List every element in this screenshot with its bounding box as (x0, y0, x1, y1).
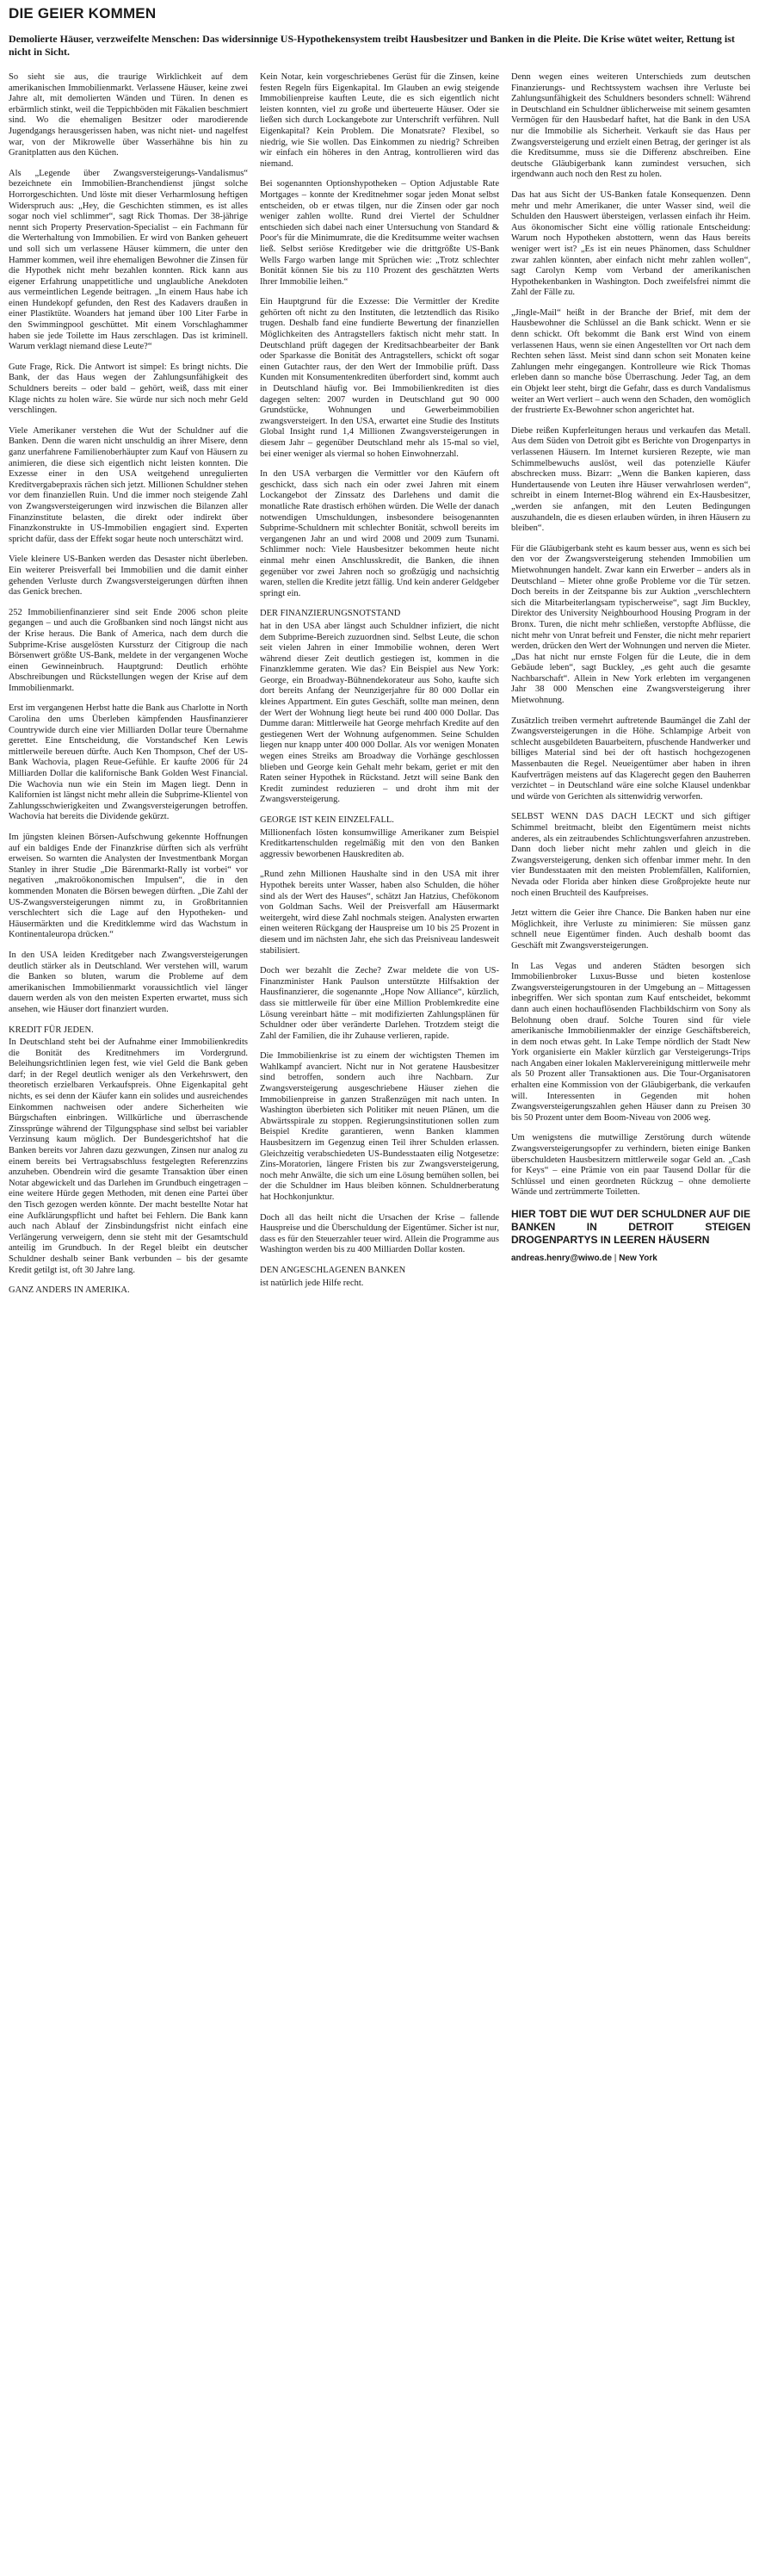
section-subhead: GANZ ANDERS IN AMERIKA. (9, 1285, 130, 1296)
pull-quote-box: HIER TOBT DIE WUT DER SCHULDNER AUF DIE BANKEN IN DETROIT STEIGEN DROGENPARTYS IN LEEREN HÄUSERN (511, 1208, 750, 1246)
paragraph: Erst im vergangenen Herbst hatte die Bank aus Charlotte in North Carolina den ums Überleben kämpfenden Hausfinanzierer Countrywide durch eine vier Milliarden Dollar teure Übernahme gerettet. Eine Entscheidung, die Vorstandschef Ken Lewis mittlerweile bereuen dürfte. Auch Ken Thompson, Chef der US-Bank Wachovia, plagen Reue-Gefühle. Er kaufte 2006 für 24 Milliarden Dollar die kalifornische Bank Golden West Financial. Die Wachovia nun wie ein Stein im Magen liegt. Denn in Kalifornien ist längst nicht mehr allein die Subprime-Klientel von Zahlungsschwierigkeiten und Zwangsversteigerungen betroffen. Wachovia hat bereits die Dividende gekürzt. (9, 703, 248, 822)
paragraph: Doch all das heilt nicht die Ursachen der Krise – fallende Hauspreise und die Überschuldung der Eigentümer. Sicher ist nur, dass es für den Steuerzahler teuer wird. Allein die Programme aus Washington werden bis zu 400 Milliarden Dollar kosten. (260, 1212, 499, 1255)
paragraph: Um wenigstens die mutwillige Zerstörung durch wütende Zwangsversteigerungsopfer zu verhindern, bieten einige Banken überschuldeten Hausbesitzern mittlerweile sogar Geld an. „Cash for Keys“ – eine Prämie von ein paar Tausend Dollar für die Schlüssel und einen geordneten Rückzug – ohne demolierte Wände und zertrümmerte Toiletten. (511, 1133, 750, 1198)
paragraph: Die Immobilienkrise ist zu einem der wichtigsten Themen im Wahlkampf avanciert. Nicht nur in Not geratene Hausbesitzer sind betroffen, sondern auch ihre Nachbarn. Zur Zwangsversteigerung ausgeschriebene Häuser ziehen die Immobilienpreise in ganzen Straßenzügen mit nach unten. In Washington überbieten sich Politiker mit neuen Plänen, um die Abwärtsspirale zu stoppen. Regierungsinstitutionen sollen zum Beispiel Kredite garantieren, wenn Banken klammen Hausbesitzern im Gegenzug einen Teil ihrer Schulden erlassen. Gleichzeitig verabschiedeten US-Bundesstaaten eilig Notgesetze: Zins-Moratorien, längere Fristen bis zur Zwangsversteigerung, noch mehr Anwälte, die sich um eine Lösung bemühen sollen, bei der die Schuldner im Haus bleiben können. Schuldnerberatung hat Hochkonjunktur. (260, 1051, 499, 1202)
separator: | (614, 1254, 620, 1263)
paragraph: In Las Vegas und anderen Städten besorgen sich Immobilienbroker Luxus-Busse und bieten kostenlose Zwangsversteigerungstouren in der Umgebung an – Mittagessen inbegriffen. Wer sich spontan zum Kauf entscheidet, bekommt dann auch einen hochauflösenden Flachbildschirm von Sony als Belohnung oben drauf. Solche Touren sind für viele amerikanische Immobilienmakler der einzige Geschäftsbereich, in dem noch etwas geht. In Lake Tempe nördlich der Stadt New York organisierte ein Makler kürzlich gar Versteigerungs-Trips nach Angaben einer lokalen Maklervereinigung mittlerweile mehr als 50 Prozent aller Transaktionen aus. Die Tour-Organisatoren erhalten eine Kommission von der Gläubigerbank, die verkaufen will. Interessenten in Gegenden mit hohen Zwangsversteigerungszahlen gehen Häuser dann zu Preisen 30 bis 50 Prozent unter dem Boom-Niveau von 2006 weg. (511, 961, 750, 1123)
article-headline: DIE GEIER KOMMEN (9, 5, 157, 22)
paragraph: Gute Frage, Rick. Die Antwort ist simpel: Es bringt nichts. Die Bank, der das Haus wegen der Zahlungsunfähigkeit des Schuldners bereits – oder bald – gehört, weiß, dass mit einer Klage nichts zu holen wäre. Sie würde nur sich noch mehr Geld verschlingen. (9, 362, 248, 416)
paragraph: „Rund zehn Millionen Haushalte sind in den USA mit ihrer Hypothek bereits unter Wasser, haben also Schulden, die höher sind als der Wert des Hauses“, schätzt Jan Hatzius, Chefökonom von Goldman Sachs. Weil der Preisverfall am Häusermarkt weitergeht, wird diese Zahl nochmals steigen. Analysten erwarten einen weiteren Rückgang der Hauspreise um 10 bis 25 Prozent in diesem und im nächsten Jahr, ehe sich das Preisniveau landesweit stabilisiert. (260, 870, 499, 956)
author-email[interactable]: andreas.henry@wiwo.de (511, 1254, 613, 1263)
paragraph: Kein Notar, kein vorgeschriebenes Gerüst für die Zinsen, keine festen Regeln fürs Eigenkapital. Im Glauben an ewig steigende Immobilienpreise kauften Leute, die es sich eigentlich nicht leisten konnten, viel zu große und überteuerte Häuser. Oder sie ließen sich durch Lockangebote zur Unterschrift verführen. Null Eigenkapital? Kein Problem. Die Monatsrate? Flexibel, so niedrig, wie Sie wollen. Das Einkommen zu niedrig? Schreiben wir einfach ein höheres in den Antrag, kontrollieren wird das niemand. (260, 72, 499, 169)
column-3 (511, 72, 750, 1265)
paragraph: Jetzt wittern die Geier ihre Chance. Die Banken haben nur eine Möglichkeit, ihre Verluste zu minimieren: Sie müssen ganz schnell neue Eigentümer finden. Auch deshalb boomt das Geschäft mit Zwangsversteigerungen. (511, 908, 750, 951)
paragraph: SELBST WENN DAS DACH LECKT und sich giftiger Schimmel breitmacht, bleibt den Eigentümern meist nichts anderes, als ein zeitraubendes Schlichtungsverfahren anzustreben. Dann doch lieber nicht mehr zahlen und gleich in die Zwangsversteigerung, denken sich offenbar immer mehr. In den vier Bundesstaaten mit den meisten Problemfällen, Kalifornien, Nevada oder Florida aber hinken diese Großprojekte heute nur noch einen Bruchteil des Kaufpreises. (511, 812, 750, 898)
paragraph: Im jüngsten kleinen Börsen-Aufschwung gekennte Hoffnungen auf ein baldiges Ende der Finanzkrise dürften sich als verfrüht erweisen. So warnten die Analysten der Investmentbank Morgan Stanley in ihrer Studie „Die Bärenmarkt-Rally ist vorbei“ vor negativen „makroökonomischen Impulsen“, die in den kommenden Monaten die Börsen bewegen dürften. „Die Zahl der US-Zwangsversteigerungen nimmt zu, in Großbritannien verschlechtert sich die Lage auf den Hypotheken- und Häusermärkten und die Kreditklemme wird das Wachstum in Kontinentaleuropa drücken.“ (9, 833, 248, 940)
paragraph: Zusätzlich treiben vermehrt auftretende Baumängel die Zahl der Zwangsversteigerungen in die Höhe. Schlampige Arbeit von schlecht ausgebildeten Bauarbeitern, pfuschende Handwerker und billiges Material sind bei der oft hastisch hochgezogenen Massenbauten die Regel. Neueigentümer aber haben in ihren Kaufverträgen meistens auf das Klagerecht gegen den Bauherren verzichtet – in Deutschland wäre eine solche Klausel undenkbar und würde von Gerichten als sittenwidrig verworfen. (511, 715, 750, 802)
column-2 (260, 72, 499, 1298)
paragraph: Das hat aus Sicht der US-Banken fatale Konsequenzen. Denn mehr und mehr Amerikaner, die unter Wasser sind, weil die Schulden den Hauswert übersteigen, verlassen einfach ihr Heim. Aus ökonomischer Sicht eine völlig rationale Entscheidung: Warum noch Hypotheken abstottern, wenn das Haus bereits weniger wert ist? „Es ist ein neues Phänomen, dass Schuldner zwar zahlen könnten, aber einfach nicht mehr zahlen wollen“, sagt Carolyn Kemp vom Verband der amerikanischen Hypothekenbanken in Washington. Doch zweifelsfrei nimmt die Zahl der Fälle zu. (511, 189, 750, 298)
paragraph: So sieht sie aus, die traurige Wirklichkeit auf dem amerikanischen Immobilienmarkt. Verlassene Häuser, keine zwei Jahre alt, mit demolierten Wänden und Türen. In denen es erbärmlich stinkt, weil die Teppichböden mit Fäkalien beschmiert sind. Wo die ehemaligen Besitzer oder marodierende Jugendgangs herausgerissen haben, was nicht niet- und nagelfest war, von der Mikrowelle über Wasserhähne bis hin zu Granitplatten aus den Küchen. (9, 72, 248, 158)
paragraph: Denn wegen eines weiteren Unterschieds zum deutschen Finanzierungs- und Rechtssystem wachsen ihre Verluste bei Zahlungsunfähigkeit des Schuldners besonders schnell: Während in Deutschland ein Schuldner üblicherweise mit seinem gesamten Vermögen für den Hausbedarf haftet, hat die Bank in den USA nur die Immobilie als Sicherheit. Verkauft sie das Haus per Zwangsversteigerung und erzielt einen Betrag, der geringer ist als die Kreditsumme, muss sie die Differenz abschreiben. Eine deutsche Gläubigerbank kann zumindest versuchen, sich irgendwann auch noch den Rest zu holen. (511, 72, 750, 180)
paragraph: In den USA verbargen die Vermittler vor den Käufern oft geschickt, dass sich nach ein oder zwei Jahren mit einem Lockangebot der Zinssatz des Darlehens und damit die monatliche Rate drastisch erhöhen würden. Die Welle der danach notwendigen Umschuldungen, insbesondere beisogenannten Subprime-Schuldnern mit schlechter Bonität, schwoll bereits im vergangenen Jahr an und wird 2008 und 2009 zum Tsunami. Schlimmer noch: Viele Hausbesitzer bekommen heute nicht einmal mehr einen Anschlusskredit, die Banken, die ihnen gegenüber vor zwei Jahren noch so großzügig und nachsichtig waren, stellen die Kredite jetzt fällig. Und kein anderer Geldgeber springt ein. (260, 469, 499, 598)
paragraph: „Jingle-Mail“ heißt in der Branche der Brief, mit dem der Hausbewohner die Schlüssel an die Bank schickt. Wenn er sie denn schickt. Oft bekommt die Bank erst Wind von einem verlassenen Haus, wenn sie einen Angestellten vor Ort nach dem Rechten sehen lässt. Meist sind dann schon seit Monaten keine Zahlungen mehr eingegangen. Kontrolleure wie Rick Thomas erleben dann so manche böse Überraschung. Jeder Tag, an dem ein Objekt leer steht, birgt die Gefahr, dass es durch Vandalismus weiter an Wert verliert – auch wenn den Schaden, den womöglich der frustrierte Ex-Bewohner schon angerichtet hat. (511, 307, 750, 416)
paragraph: ist natürlich jede Hilfe recht. (260, 1278, 364, 1288)
author-line (511, 1254, 750, 1265)
column-1 (9, 72, 248, 1298)
section-subhead: GEORGE IST KEIN EINZELFALL. (260, 815, 394, 825)
paragraph: Als „Legende über Zwangsversteigerungs-Vandalismus“ bezeichnete ein Immobilien-Branchendienst jüngst solche Horrorgeschichten. Und löste mit dieser Verharmlosung heftigen Widerspruch aus: „Hey, die Geschichten stimmen, es ist alles sogar noch viel schlimmer“, sagt Rick Thomas. Der 38-jährige nennt sich Property Preservation-Specialist – ein Fachmann für die Werterhaltung von Immobilien. Er wird von Banken geheuert und soll sich um verlassene Häuser kümmern, die unter den Hammer kommen, weil ihre ehemaligen Bewohner die Zinsen für die Hypothek nicht mehr bezahlen konnten. Rick kann aus eigener Erfahrung unappetitliche und unglaubliche Anekdoten aus vermeintlichen Legende beitragen. „In einem Haus habe ich einen Hundekopf gefunden, den Rest des Kadavers draußen in einer Plastiktüte. Woanders hat jemand über 100 Liter Farbe in den Swimmingpool geschüttet. Mit einem Vorschlaghammer haben sie jede Toilette im Haus zerschlagen. Das ist kriminell. Warum verklagt niemand diese Leute?“ (9, 168, 248, 352)
paragraph: Ein Hauptgrund für die Exzesse: Die Vermittler der Kredite gehörten oft nicht zu den Instituten, die letztendlich das Risiko trugen. Deshalb fand eine fundierte Bewertung der finanziellen Möglichkeiten des Antragstellers faktisch nicht mehr statt. In Deutschland prüft dagegen der Kreditsachbearbeiter der Bank oder Sparkasse die Bonität des Antragstellers, schickt oft sogar einen Gutachter raus, der den Wert der Immobilie prüft. Dass Kunden mit Konsumentenkrediten überfordert sind, kommt auch in Deutschland häufig vor. Bei Immobilienkrediten ist dies dagegen selten: 2007 wurden in Deutschland gut 90 000 Grundstücke, Wohnungen und Gewerbeimmobilien zwangsversteigert. In den USA, erwartet eine Studie des Instituts Global Insight rund 1,4 Millionen Zwangsversteigerungen in diesem Jahr – gegenüber Deutschland mehr als 15-mal so viel, bei einer weniger als viermal so hohen Einwohnerzahl. (260, 297, 499, 459)
paragraph: Bei sogenannten Optionshypotheken – Option Adjustable Rate Mortgages – konnte der Kreditnehmer sogar jeden Monat selbst entscheiden, ob er etwas tilgen, nur die Zinsen oder gar noch weniger zahlen wollte. Rund drei Viertel der Schuldner entschieden sich dabei nach einer Untersuchung von Standard & Poor's für die Minimumrate, die die Kreditsumme weiter wachsen ließ. Selbst seriöse Kreditgeber wie die drittgrößte US-Bank Wells Fargo warben lange mit Sprüchen wie: „Trotz schlechter Bonität können Sie bis zu 110 Prozent des geschätzten Werts Ihrer Immobilie leihen.“ (260, 179, 499, 287)
section-subhead: DER FINANZIERUNGSNOTSTAND (260, 609, 401, 619)
paragraph: Viele kleinere US-Banken werden das Desaster nicht überleben. Ein weiterer Preisverfall bei Immobilien und die damit einher gehenden Verluste durch Zwangsversteigerungen dürften ihnen das Genick brechen. (9, 554, 248, 598)
paragraph: hat in den USA aber längst auch Schuldner infiziert, die nicht dem Subprime-Bereich zuzuordnen sind. Selbst Leute, die schon seit vielen Jahren in einer Immobilie wohnen, deren Wert während dieser Zeit deutlich gestiegen ist, kommen in die Finanzklemme geraten. Wie das? Ein Beispiel aus New York: George, ein Broadway-Bühnendekorateur aus Soho, kaufte sich dort bereits Anfang der Neunzigerjahre für 80 000 Dollar ein kleines Appartment. Ein gutes Geschäft, sollte man meinen, denn der Wert der Wohnung liegt heute bei rund 400 000 Dollar. Das Dumme daran: Mittlerweile hat George mehrfach Kredite auf den gestiegenen Wert der Wohnung aufgenommen. Seine Schulden liegen nur knapp unter 400 000 Dollar. Als vor wenigen Monaten wegen eines Streiks am Broadway die Vorhänge geschlossen blieben und George kein Gehalt mehr bekam, geriet er mit den Raten seiner Hypothek in Rückstand. Jetzt will seine Bank den Kredit zumindest reduzieren – und droht ihm mit der Zwangsversteigerung. (260, 621, 499, 805)
section-subhead: KREDIT FÜR JEDEN. (9, 1025, 94, 1035)
paragraph: In den USA leiden Kreditgeber nach Zwangsversteigerungen deutlich stärker als in Deutschland. Wer verstehen will, warum die Banken so bluten, warum die Probleme auf dem amerikanischen Immobilienmarkt voraussichtlich viel länger dauern werden als von den meisten Experten erwartet, muss sich ansehen, wie Häuser dort finanziert wurden. (9, 950, 248, 1014)
paragraph: Millionenfach lösten konsumwillige Amerikaner zum Beispiel Kreditkartenschulden regelmäßig mit den von den Banken aggressiv beworbenen Hauskrediten ab. (260, 827, 499, 859)
paragraph: In Deutschland steht bei der Aufnahme einer Immobilienkredits die Bonität des Kreditnehmers im Vordergrund. Beleihungsrichtlinien legen fest, wie viel Geld die Bank geben darf; in der Regel deutlich weniger als den Verkehrswert, den theoretisch erzielbaren Verkaufspreis. Ohne Eigenkapital geht nichts, es sei denn der Käufer kann ein solides und ausreichendes Einkommen nachweisen oder andere Sicherheiten wie Bürgschaften einbringen. Willkürliche und überraschende Zinssprünge während der Tilgungsphase sind selbst bei variabler Verzinsung kaum möglich. Der Bundesgerichtshof hat die Banken bereits vor Jahren dazu gezwungen, Zinsen nur analog zu einem bereits bei Vertragsabschluss festgelegten Referenzzins anzuheben. Obendrein wird die gesamte Transaktion über einen Notar abgewickelt und das Darlehen im Grundbuch eingetragen – eine weitere Hürde gegen Methoden, mit denen eine Partei über den Tisch gezogen werden könnte. Der macht bestellte Notar hat eine Aufklärungspflicht und haftet bei Fehlern. Die Bank kann auch nach Ablauf der Zinsbindungsfrist nicht einfach eine Verlängerung verweigern, denn sie steht mit der Gesamtschuld anteilig im Grundbuch. In der Regel bleibt ein deutscher Schuldner deshalb seiner Bank verbunden – bis der gesamte Kredit getilgt ist, oft 30 Jahre lang. (9, 1037, 248, 1275)
author-location: New York (619, 1254, 657, 1263)
paragraph: Diebe reißen Kupferleitungen heraus und verkaufen das Metall. Aus dem Süden von Detroit gibt es Berichte von Drogenpartys in verlassenen Häusern. Im Internet kursieren Rezepte, wie man Schimmelbewuchs auslöst, weil das potenzielle Käufer abschrecken muss. Bizarr: „Wenn die Banken kapieren, dass Hundertausende von Leuten ihre Häuser verwahrlosen werden“, schreibt in einem Internet-Blog während ein Ex-Hausbesitzer, „werden sie anfangen, mit den Leuten Bedingungen auszuhandeln, die es diesen erlauben würden, in ihren Häusern zu bleiben“. (511, 425, 750, 534)
paragraph: Für die Gläubigerbank steht es kaum besser aus, wenn es sich bei den vor der Zwangsversteigerung stehenden Immobilien um Mietwohnungen handelt. Zwar kann ein Erwerber – anders als in Deutschland – Mieter ohne große Probleme vor die Tür setzen. Doch bereits in der Zeitspanne bis zur Auktion „verschlechtern sich die Mitarbeiterlangsam typischerweise“, sagt Jim Buckley, Direktor des University Neighbourhood Housing Program in der Bronx. Turen, die nicht mehr schließen, verstopfte Abflüsse, die nicht mehr von Unrat befreit und Fenster, die nicht mehr repariert werden, drücken den Wert der Wohnungen und nerven die Mieter. „Das hat nicht nur ernste Folgen für die Leute, die in dem Gebäude leben“, sagt Buckley, „es geht auch die gesamte Nachbarschaft“. Allein in New York erlebten im vergangenen Jahr 38 000 Menschen eine Zwangsversteigerung ihrer Mietwohnung. (511, 543, 750, 706)
section-subhead: DEN ANGESCHLAGENEN BANKEN (260, 1265, 406, 1275)
paragraph: Doch wer bezahlt die Zeche? Zwar meldete die von US-Finanzminister Hank Paulson unterstützte Hilfsaktion der Hausfinanzierer, die sogenannte „Hope Now Alliance“, kürzlich, dass sie mittlerweile für über eine Million Problemkredite eine Lösung vereinbart hätte – mit modifizierten Zahlungsplänen für Schuldner oder über veränderte Darlehen. Trotzdem steigt die Zahl der Familien, die ihr Zuhause verlieren, rapide. (260, 966, 499, 1041)
article-columns (9, 72, 750, 1298)
article-teaser: Demolierte Häuser, verzweifelte Menschen: Das widersinnige US-Hypothekensystem treibt Hausbesitzer und Banken in die Pleite. Die Krise wütet weiter, Rettung ist nicht in Sicht. (9, 33, 735, 58)
paragraph: Viele Amerikaner verstehen die Wut der Schuldner auf die Banken. Denn die waren nicht unschuldig an ihrer Misere, denn ganz unerfahrene Familienoberhäupter zum Kauf von Häusern zu animieren, die diese sich eigentlich nicht leisten konnten. Die Exzesse einer in den USA weitgehend unregulierten Kreditvergabepraxis rächen sich jetzt. Millionen Schuldner stehen vor dem finanziellen Ruin. Und die immer noch steigende Zahl von Zwangsversteigerungen wird inzwischen die Bilanzen aller Finanzinstitute belasten, die direkt oder indirekt über Finanzkonstrukte in US-Immobilien engagiert sind. Experten spricht dafür, dass der Effekt sogar heute noch unterschätzt wird. (9, 425, 248, 544)
paragraph: 252 Immobilienfinanzierer sind seit Ende 2006 schon pleite gegangen – und auch die Großbanken sind noch längst nicht aus der Krise heraus. Die Bank of America, nach dem durch die Subprime-Krise ausgelösten Kurssturz der Citigroup die nach Börsenwert größte US-Bank, meldete in der vergangenen Woche einen Gewinneinbruch. Hauptgrund: Deutlich erhöhte Abschreibungen und Rückstellungen wegen der Krise auf dem Immobilienmarkt. (9, 607, 248, 693)
article-page (9, 0, 750, 2576)
